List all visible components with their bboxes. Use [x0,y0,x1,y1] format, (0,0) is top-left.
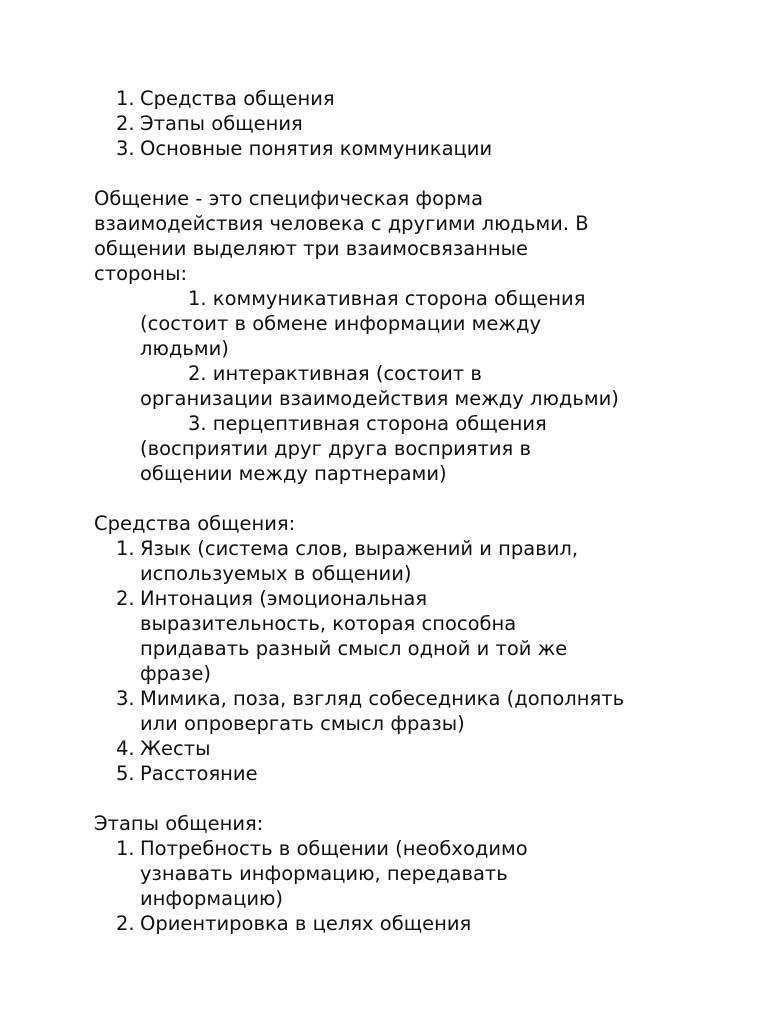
toc-item-text: Этапы общения [140,112,303,135]
side-item-first-line: 1. коммуникативная сторона общения [188,287,586,310]
paragraph-line: взаимодействия человека с другими людьми. В [94,212,589,235]
list-item-number: 4. [116,737,135,760]
side-item-first-line: 3. перцептивная сторона общения [188,412,547,435]
toc-item-text: Средства общения [140,87,335,110]
paragraph-line: общении выделяют три взаимосвязанные [94,237,529,260]
list-item-line: информацию) [140,887,284,910]
toc-item-number: 2. [116,112,135,135]
side-item-line: общении между партнерами) [140,462,447,485]
list-item-line: Ориентировка в целях общения [140,912,472,935]
toc-item-text: Основные понятия коммуникации [140,137,493,160]
list-item-number: 5. [116,762,135,785]
side-item-line: организации взаимодействия между людьми) [140,387,619,410]
list-item-number: 3. [116,687,135,710]
section-heading: Этапы общения: [94,812,264,835]
list-item-number: 1. [116,537,135,560]
list-item-line: выразительность, которая способна [140,612,517,635]
list-item-line: Расстояние [140,762,258,785]
list-item-number: 1. [116,837,135,860]
list-item-line: Жесты [140,737,211,760]
list-item-line: придавать разный смысл одной и той же [140,637,568,660]
side-item-line: людьми) [140,337,229,360]
list-item-line: фразе) [140,662,211,685]
list-item-line: узнавать информацию, передавать [140,862,508,885]
toc-item-number: 1. [116,87,135,110]
list-item-line: используемых в общении) [140,562,412,585]
section-heading: Средства общения: [94,512,296,535]
list-item-line: Мимика, поза, взгляд собеседника (дополнять [140,687,625,710]
paragraph-line: стороны: [94,262,188,285]
list-item-line: Интонация (эмоциональная [140,587,428,610]
side-item-line: (восприятии друг друга восприятия в [140,437,531,460]
list-item-line: или опровергать смысл фразы) [140,712,465,735]
list-item-line: Потребность в общении (необходимо [140,837,528,860]
list-item-number: 2. [116,587,135,610]
side-item-line: (состоит в обмене информации между [140,312,541,335]
side-item-first-line: 2. интерактивная (состоит в [188,362,482,385]
list-item-line: Язык (система слов, выражений и правил, [140,537,579,560]
list-item-number: 2. [116,912,135,935]
paragraph-line: Общение - это специфическая форма [94,187,484,210]
toc-item-number: 3. [116,137,135,160]
